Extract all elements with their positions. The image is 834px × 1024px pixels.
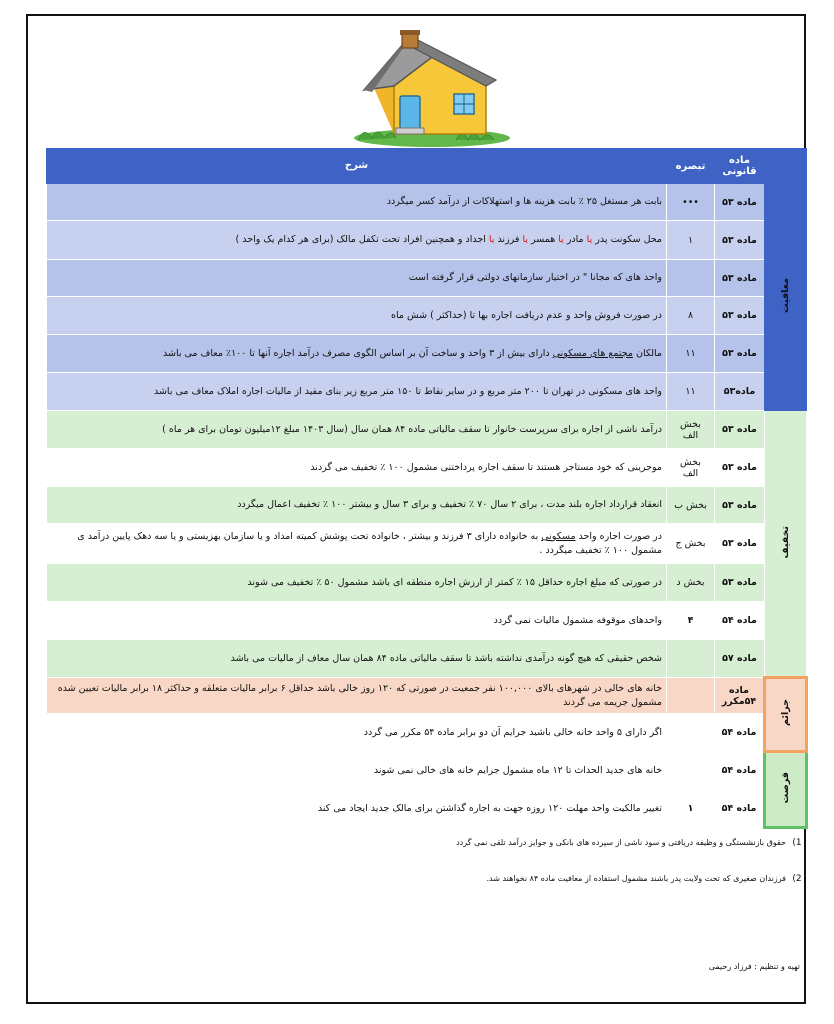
footnote-number: 1) [792, 838, 802, 848]
table-row [47, 260, 807, 297]
header-article: ماده قانونی [715, 149, 765, 184]
table-row [47, 678, 807, 714]
table-row [47, 602, 807, 640]
footnote-item [46, 838, 808, 848]
table-row [47, 184, 807, 221]
note-cell: ۸ [667, 297, 715, 335]
table-row [47, 373, 807, 411]
table-row [47, 297, 807, 335]
table-row [47, 411, 807, 449]
table-row [47, 714, 807, 752]
description-cell: تغییر مالکیت واحد مهلت ۱۲۰ روزه جهت به اجاره گذاشتن برای مالک جدید ایجاد می کند [47, 790, 667, 828]
note-cell: بخش د [667, 564, 715, 602]
table-header-row [47, 149, 807, 184]
article-cell: ماده۵۳ [715, 373, 765, 411]
law-table [46, 148, 808, 829]
description-cell: مالکان مجتمع های مسکونی دارای بیش از ۳ واحد و ساخت آن بر اساس الگوی مصرف درآمد اجاره آنها تا ۱۰۰٪ معاف می باشد [47, 335, 667, 373]
author-credit: تهیه و تنظیم : فرزاد رحیمی [708, 962, 800, 971]
description-cell: خانه های خالی در شهرهای بالای ۱۰۰,۰۰۰ نفر جمعیت در صورتی که ۱۲۰ روز خالی باشد حداقل ۶ برابر مالیات متعلقه و حداکثر ۱۸ برابر مالیات تعیین شده مشمول جریمه می گردند [47, 678, 667, 714]
description-cell: شخص حقیقی که هیچ گونه درآمدی نداشته باشد تا سقف مالیاتی ماده ۸۴ همان سال معاف از مالیات می باشد [47, 640, 667, 678]
table-row [47, 221, 807, 260]
article-cell: ماده ۵۳ [715, 487, 765, 524]
category-exemption: معافیت [765, 184, 807, 411]
footnote-text: حقوق بازنشستگی و وظیفه دریافتی و سود ناشی از سپرده های بانکی و جوایز درآمد تلقی نمی گردد [456, 838, 786, 847]
description-cell: بابت هر مستغل ۲۵ ٪ بابت هزینه ها و استهلاکات از درآمد کسر میگردد [47, 184, 667, 221]
description-cell: موجرینی که خود مستاجر هستند تا سقف اجاره پرداختنی مشمول ۱۰۰ ٪ تخفیف می گردند [47, 449, 667, 487]
article-cell: ماده ۵۴ [715, 714, 765, 752]
note-cell [667, 640, 715, 678]
note-cell: بخش ب [667, 487, 715, 524]
description-cell: محل سکونت پدر یا مادر یا همسر یا فرزند یا اجداد و همچنین افراد تحت تکفل مالک (برای هر کدام یک واحد ) [47, 221, 667, 260]
category-discount: تخفیف [765, 411, 807, 678]
article-cell: ماده ۵۴مکرر [715, 678, 765, 714]
description-cell: در صورت فروش واحد و عدم دریافت اجاره بها تا (حداکثر ) شش ماه [47, 297, 667, 335]
table-row [47, 487, 807, 524]
footnote-item [46, 874, 808, 884]
article-cell: ماده ۵۳ [715, 260, 765, 297]
house-illustration [336, 26, 522, 150]
description-cell: در صورتی که مبلغ اجاره حداقل ۱۵ ٪ کمتر از ارزش اجاره منطقه ای باشد مشمول ۵۰ ٪ تخفیف می شوند [47, 564, 667, 602]
note-cell: ۱ [667, 790, 715, 828]
note-cell: ۱۱ [667, 373, 715, 411]
header-category [765, 149, 807, 184]
description-cell: انعقاد قرارداد اجاره بلند مدت ، برای ۲ سال ۷۰ ٪ تخفیف و برای ۳ سال و بیشتر ۱۰۰ ٪ تخفیف اعمال میگردد [47, 487, 667, 524]
article-cell: ماده ۵۳ [715, 221, 765, 260]
note-cell [667, 752, 715, 790]
article-cell: ماده ۵۳ [715, 449, 765, 487]
table-row [47, 335, 807, 373]
footnote-number: 2) [792, 874, 802, 884]
note-cell [667, 260, 715, 297]
note-cell: بخش الف [667, 449, 715, 487]
article-cell: ماده ۵۳ [715, 184, 765, 221]
description-cell: درآمد ناشی از اجاره برای سرپرست خانوار تا سقف مالیاتی ماده ۸۴ همان سال (سال ۱۴۰۳ مبلغ ۱۲میلیون تومان برای هر ماه ) [47, 411, 667, 449]
description-cell: واحد های که مجانا " در اختیار سازمانهای دولتی قرار گرفته است [47, 260, 667, 297]
note-cell [667, 714, 715, 752]
description-cell: در صورت اجاره واحد مسکونی به خانواده دارای ۳ فرزند و بیشتر ، خانواده تحت پوشش کمیته امداد و یا سازمان بهزیستی و یا سه دهک پایین درآمد ی مشمول ۱۰۰ ٪ تخفیف میگردد . [47, 524, 667, 564]
note-cell: ••• [667, 184, 715, 221]
article-cell: ماده ۵۳ [715, 411, 765, 449]
article-cell: ماده ۵۷ [715, 640, 765, 678]
footnotes [46, 838, 808, 910]
article-cell: ماده ۵۴ [715, 752, 765, 790]
description-cell: خانه های جدید الحداث تا ۱۲ ماه مشمول جرایم خانه های خالی نمی شوند [47, 752, 667, 790]
note-cell: ۴ [667, 602, 715, 640]
table-row [47, 564, 807, 602]
article-cell: ماده ۵۳ [715, 335, 765, 373]
category-opportunity: فرصت [765, 752, 807, 828]
table-row [47, 449, 807, 487]
article-cell: ماده ۵۴ [715, 790, 765, 828]
category-penalty: جرائم [765, 678, 807, 752]
footnote-text: فرزندان صغیری که تحت ولایت پدر باشند مشمول استفاده از معافیت ماده ۸۴ نخواهند شد. [486, 874, 786, 883]
note-cell: ۱ [667, 221, 715, 260]
table-row [47, 790, 807, 828]
description-cell: واحد های مسکونی در تهران تا ۲۰۰ متر مربع و در سایر نقاط تا ۱۵۰ متر مربع زیر بنای مفید از مالیات اجاره املاک معاف می باشد [47, 373, 667, 411]
note-cell [667, 678, 715, 714]
note-cell: ۱۱ [667, 335, 715, 373]
article-cell: ماده ۵۴ [715, 602, 765, 640]
article-cell: ماده ۵۳ [715, 564, 765, 602]
article-cell: ماده ۵۳ [715, 297, 765, 335]
note-cell: بخش الف [667, 411, 715, 449]
header-description: شرح [47, 149, 667, 184]
table-row [47, 752, 807, 790]
note-cell: بخش ج [667, 524, 715, 564]
header-note: تبصره [667, 149, 715, 184]
article-cell: ماده ۵۳ [715, 524, 765, 564]
table-row [47, 640, 807, 678]
description-cell: اگر دارای ۵ واحد خانه خالی باشید جرایم آن دو برابر ماده ۵۴ مکرر می گردد [47, 714, 667, 752]
description-cell: واحدهای موقوفه مشمول مالیات نمی گردد [47, 602, 667, 640]
table-row [47, 524, 807, 564]
